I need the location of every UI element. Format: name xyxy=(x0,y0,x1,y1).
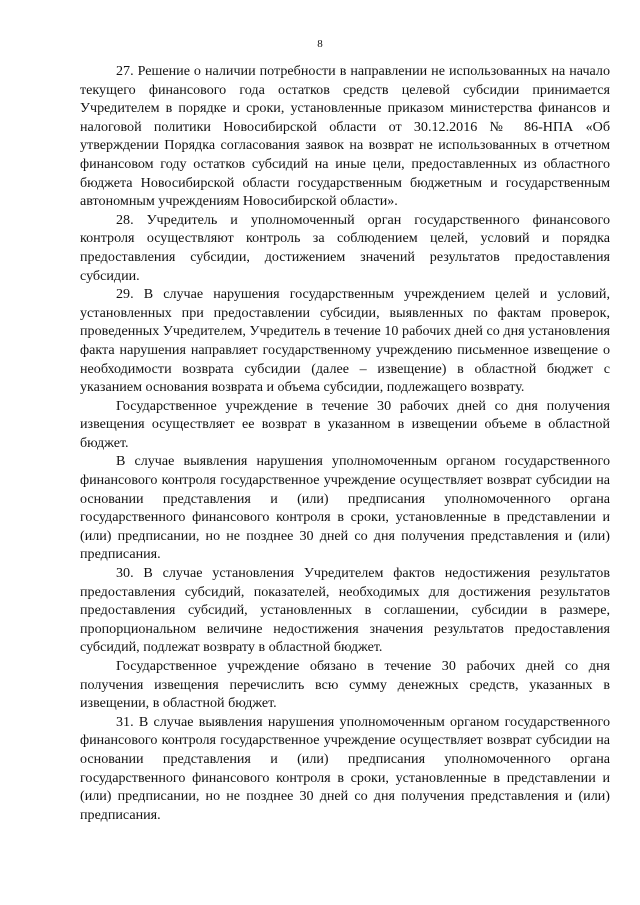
paragraph-30: 30. В случае установления Учредителем фактов недостижения результатов предоставления субсидий, показателей, необходимых для достижения результатов предоставления субсидий, установленных в соглашении, субсидии в размере, пропорциональном величине недостижения значения результатов предоставления субсидий, подлежат возврату в областной бюджет. xyxy=(80,565,610,656)
paragraph-29-control-violation: В случае выявления нарушения уполномоченным органом государственного финансового контроля государственное учреждение осуществляет возврат субсидии на основании представления и (или) предписания уполномоченного органа государственного финансового контроля в сроки, установленные в представлении и (или) предписании, но не позднее 30 дней со дня получения представления и (или) предписания. xyxy=(80,453,610,563)
page-number: 8 xyxy=(317,38,323,50)
paragraph-29: 29. В случае нарушения государственным учреждением целей и условий, установленных при предоставлении субсидии, выявленных по фактам проверок, проведенных Учредителем, Учредитель в течение 10 рабочих дней со дня установления факта нарушения направляет государственному учреждению письменное извещение о необходимости возврата субсидии (далее – извещение) в областной бюджет с указанием основания возврата и объема субсидии, подлежащего возврату. xyxy=(80,286,610,396)
paragraph-27: 27. Решение о наличии потребности в направлении не использованных на начало текущего финансового года остатков средств целевой субсидии принимается Учредителем в порядке и сроки, установленные приказом министерства финансов и налоговой политики Новосибирской области от 30.12.2016 № 86-НПА «Об утверждении Порядка согласования заявок на возврат не использованных в отчетном финансовом году остатков субсидий на иные цели, предоставленных из областного бюджета Новосибирской области государственным бюджетным и государственным автономным учреждениям Новосибирской области». xyxy=(80,63,610,210)
paragraph-31: 31. В случае выявления нарушения уполномоченным органом государственного финансового контроля государственное учреждение осуществляет возврат субсидии на основании представления и (или) предписания уполномоченного органа государственного финансового контроля в сроки, установленные в представлении и (или) предписании, но не позднее 30 дней со дня получения представления и (или) предписания. xyxy=(80,713,610,823)
paragraph-29-return-term: Государственное учреждение в течение 30 рабочих дней со дня получения извещения осуществляет ее возврат в указанном в извещении объеме в областной бюджет. xyxy=(80,397,610,451)
paragraph-28: 28. Учредитель и уполномоченный орган государственного финансового контроля осуществляют контроль за соблюдением целей, условий и порядка предоставления субсидии, достижением значений результатов предоставления субсидии. xyxy=(80,211,610,284)
document-body xyxy=(80,62,610,824)
paragraph-30-return-term: Государственное учреждение обязано в течение 30 рабочих дней со дня получения извещения перечислить всю сумму денежных средств, указанных в извещении, в областной бюджет. xyxy=(80,658,610,712)
